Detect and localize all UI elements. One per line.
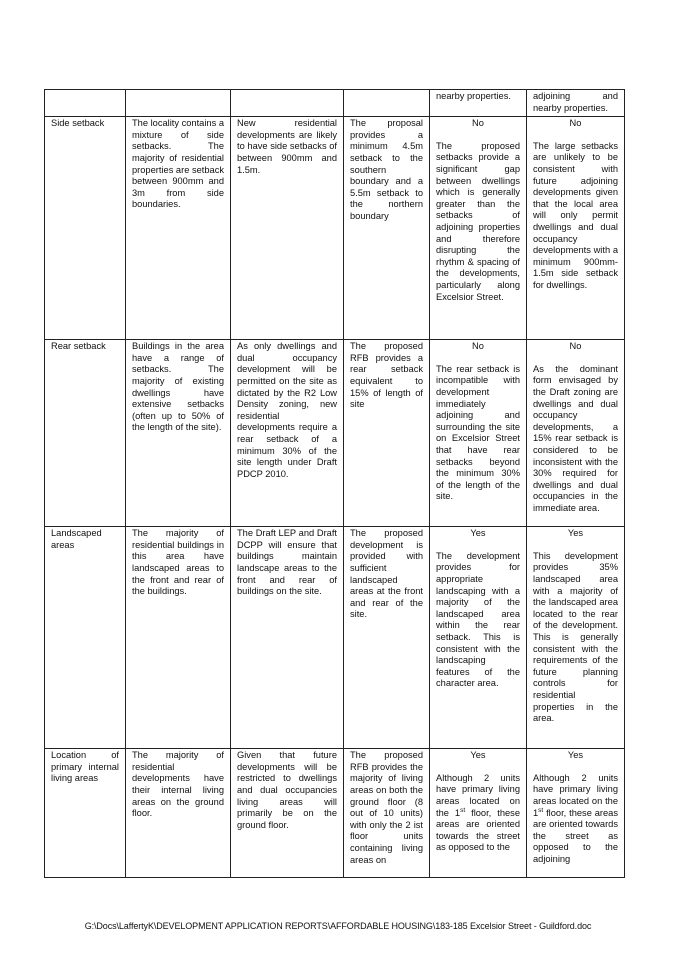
future-compliance-text: As the dominant form envisaged by the Draft zoning are dwellings and dual occupancy developments, a 15% rear setback is considered to be inconsistent with the 30% required for dwellings and dual occupancies in the immediate area.	[533, 363, 618, 513]
compliance-status: No	[569, 118, 582, 129]
future-compliance-cell	[527, 90, 625, 117]
current-compliance-cell	[430, 749, 527, 878]
criterion-cell	[45, 90, 126, 117]
criterion-cell: Landscaped areas	[45, 527, 126, 749]
existing-character-cell: Buildings in the area have a range of setbacks. The majority of existing dwellings have extensive setbacks (often up to 50% of the length of the site).	[126, 340, 231, 527]
table-row	[45, 340, 625, 527]
desired-future-character-cell: New residential developments are likely to have side setbacks of between 900mm and 1.5m.	[231, 117, 344, 340]
future-compliance-cell	[527, 117, 625, 340]
compliance-status: Yes	[567, 528, 584, 539]
desired-future-character-cell: As only dwellings and dual occupancy development will be permitted on the site as dictated by the R2 Low Density zoning, new residential developments require a rear setback of a minimum 30% of the site length under Draft PDCP 2010.	[231, 340, 344, 527]
compliance-status: No	[472, 118, 484, 129]
text-fragment: Although 2 units have primary living areas located on the 1	[533, 772, 618, 818]
existing-character-cell	[126, 90, 231, 117]
desired-future-character-cell: Given that future developments will be restricted to dwellings and dual occupancies living areas will primarily be on the ground floor.	[231, 749, 344, 878]
current-compliance-text: The development provides for appropriate landscaping with a majority of the landscaped area within the rear setback. This is consistent with the landscaping features of the character area.	[436, 550, 520, 689]
existing-character-cell: The majority of residential buildings in this area have landscaped areas to the front and rear of the buildings.	[126, 527, 231, 749]
future-compliance-cell	[527, 340, 625, 527]
current-compliance-cell	[430, 527, 527, 749]
future-compliance-cell	[527, 749, 625, 878]
desired-future-character-cell	[231, 90, 344, 117]
criterion-cell: Rear setback	[45, 340, 126, 527]
compliance-status: Yes	[470, 750, 486, 761]
proposal-cell: The proposal provides a minimum 4.5m setback to the southern boundary and a 5.5m setback to the northern boundary	[344, 117, 430, 340]
ordinal-suffix: st	[538, 806, 544, 814]
current-compliance-text: nearby properties.	[436, 91, 511, 101]
table-row	[45, 90, 625, 117]
current-compliance-text	[436, 773, 520, 854]
future-compliance-text	[533, 773, 618, 866]
future-compliance-text: The large setbacks are unlikely to be consistent with future adjoining developments given that the local area will only permit dwellings and dual occupancy developments with a minimum 900mm-1.5m side setback for dwellings.	[533, 140, 618, 290]
future-compliance-text: adjoining and nearby properties.	[533, 91, 618, 113]
character-assessment-table	[44, 89, 625, 878]
table-row	[45, 527, 625, 749]
table-row	[45, 749, 625, 878]
ordinal-suffix: st	[460, 806, 466, 814]
document-file-path-footer: G:\Docs\LaffertyK\DEVELOPMENT APPLICATION REPORTS\AFFORDABLE HOUSING\183-185 Excelsior Street - Guildford.doc	[84, 921, 592, 931]
current-compliance-text: The proposed setbacks provide a significant gap between dwellings which is generally greater than the setbacks of adjoining properties and therefore disrupting the rhythm & spacing of the developments, particularly along Excelsior Street.	[436, 140, 520, 302]
compliance-status: Yes	[567, 750, 584, 761]
compliance-status: No	[472, 341, 484, 352]
existing-character-cell: The locality contains a mixture of side setbacks. The majority of residential properties are setback between 900mm and 3m from side boundaries.	[126, 117, 231, 340]
proposal-cell: The proposed development is provided with sufficient landscaped areas at the front and rear of the site.	[344, 527, 430, 749]
current-compliance-cell	[430, 90, 527, 117]
desired-future-character-cell: The Draft LEP and Draft DCPP will ensure that buildings maintain landscape areas to the front and rear of buildings on the site.	[231, 527, 344, 749]
compliance-status: Yes	[470, 528, 486, 539]
criterion-cell: Side setback	[45, 117, 126, 340]
existing-character-cell: The majority of residential developments have their internal living areas on the ground floor.	[126, 749, 231, 878]
proposal-cell: The proposed RFB provides the majority of living areas on both the ground floor (8 out of 10 units) with only the 2 ist floor units containing living areas on	[344, 749, 430, 878]
future-compliance-cell	[527, 527, 625, 749]
criterion-cell: Location of primary internal living areas	[45, 749, 126, 878]
text-fragment: floor, these areas are oriented towards the street as opposed to the adjoining	[533, 807, 618, 864]
text-fragment: Although 2 units have primary living areas located on the 1	[436, 772, 520, 818]
current-compliance-cell	[430, 340, 527, 527]
current-compliance-text: The rear setback is incompatible with development immediately adjoining and surrounding the site on Excelsior Street that have rear setbacks beyond the minimum 30% of the length of the site.	[436, 363, 520, 502]
future-compliance-text: This development provides 35% landscaped area with a majority of the landscaped area located to the rear of the development. This is generally consistent with the requirements of the future planning controls for residential properties in the area.	[533, 550, 618, 724]
compliance-status: No	[569, 341, 582, 352]
proposal-cell	[344, 90, 430, 117]
text-fragment: floor, these areas are oriented towards the street as opposed to the	[436, 807, 520, 853]
table-row	[45, 117, 625, 340]
current-compliance-cell	[430, 117, 527, 340]
proposal-cell: The proposed RFB provides a rear setback equivalent to 15% of length of site	[344, 340, 430, 527]
